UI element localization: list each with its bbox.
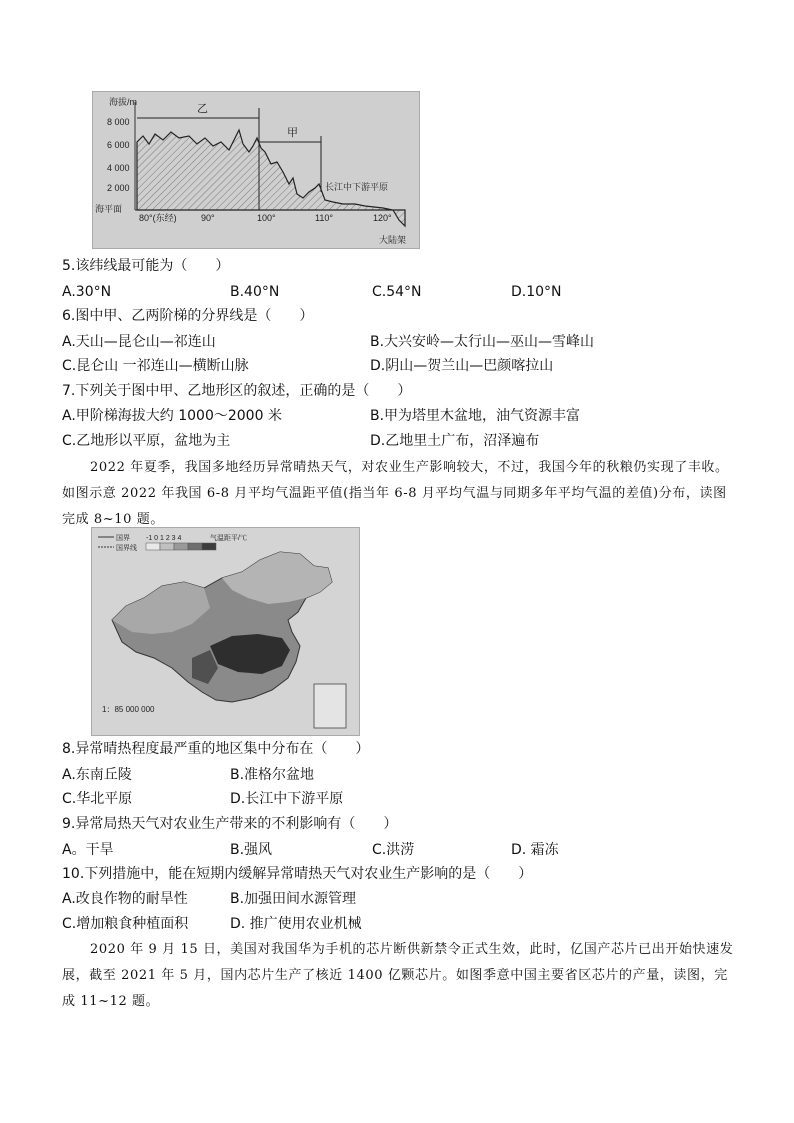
x-tick: 120° [373, 213, 392, 223]
q6-option-c[interactable]: C.昆仑山 一祁连山—横断山脉 [62, 358, 249, 374]
q9-option-c[interactable]: C.洪涝 [372, 842, 415, 858]
q6-option-b[interactable]: B.大兴安岭—太行山—巫山—雪峰山 [370, 334, 595, 350]
q8-option-c[interactable]: C.华北平原 [62, 791, 133, 807]
temperature-anomaly-map [91, 527, 360, 736]
x-tick: 100° [257, 213, 276, 223]
legend-line: 国界线 [116, 545, 137, 552]
question-5-stem: 5.该纬线最可能为（ ） [62, 258, 230, 274]
map-scale: 1：85 000 000 [102, 705, 155, 714]
legend-border: 国界 [116, 535, 130, 542]
question-9-stem: 9.异常局热天气对农业生产带来的不利影响有（ ） [62, 816, 398, 832]
label-jia: 甲 [287, 127, 298, 139]
q9-option-a[interactable]: A。干旱 [62, 842, 114, 858]
q8-option-a[interactable]: A.东南丘陵 [62, 767, 132, 783]
question-7-stem: 7.下列关于图中甲、乙地形区的叙述，正确的是（ ） [62, 383, 412, 399]
q10-option-c[interactable]: C.增加粮食种植面积 [62, 916, 189, 932]
map-svg [92, 528, 359, 735]
y-axis-title: 海拔/m [109, 97, 137, 107]
question-8-stem: 8.异常晴热程度最严重的地区集中分布在（ ） [62, 741, 370, 757]
x-tick: 90° [201, 213, 215, 223]
y-tick: 2 000 [107, 183, 130, 193]
y-tick: 6 000 [107, 140, 130, 150]
y-tick: 海平面 [95, 204, 123, 214]
q7-option-a[interactable]: A.甲阶梯海拔大约 1000～2000 米 [62, 408, 282, 424]
q6-option-d[interactable]: D.阴山—贺兰山—巴颜喀拉山 [370, 358, 554, 374]
label-yi: 乙 [197, 103, 208, 115]
y-tick: 8 000 [107, 117, 130, 127]
q10-option-a[interactable]: A.改良作物的耐旱性 [62, 891, 188, 907]
q8-option-d[interactable]: D.长江中下游平原 [230, 791, 344, 807]
passage-heat: 2022 年夏季，我国多地经历异常晴热天气，对农业生产影响较大，不过，我国今年的秋粮仍实现了丰收。如图示意 2022 年我国 6-8 月平均气温距平值(指当年 6-8 月平均气温与同期多年平均气温的差值)分布，读图完成 8~10 题。 [62, 460, 729, 527]
q7-option-c[interactable]: C.乙地形以平原，盆地为主 [62, 433, 231, 449]
passage-chips: 2020 年 9 月 15 日，美国对我国华为手机的芯片断供新禁令正式生效，此时，亿国产芯片已出开始快速发展，截至 2021 年 5 月，国内芯片生产了核近 1400 亿颗芯片。如图季意中国主要省区芯片的产量，读图，完成 11~12 题。 [62, 942, 734, 1009]
legend-scale-values: -1 0 1 2 3 4 [146, 535, 182, 542]
elevation-profile-figure [92, 91, 420, 249]
q5-option-b[interactable]: B.40°N [230, 284, 280, 300]
x-tick: 80°(东经) [139, 213, 177, 223]
legend-unit: 气温距平/℃ [210, 535, 247, 542]
question-10-stem: 10.下列措施中，能在短期内缓解异常晴热天气对农业生产影响的是（ ） [62, 866, 533, 882]
label-plain: 长江中下游平原 [325, 182, 389, 192]
q9-option-b[interactable]: B.强风 [230, 842, 273, 858]
terrain-profile [137, 130, 405, 226]
x-tick: 110° [315, 213, 333, 223]
q9-option-d[interactable]: D. 霜冻 [511, 842, 559, 858]
question-6-stem: 6.图中甲、乙两阶梯的分界线是（ ） [62, 308, 314, 324]
elevation-profile-svg [93, 92, 419, 248]
south-sea-inset [314, 684, 346, 728]
q8-option-b[interactable]: B.准格尔盆地 [230, 767, 315, 783]
y-tick: 4 000 [107, 163, 130, 173]
q5-option-a[interactable]: A.30°N [62, 284, 112, 300]
label-shelf: 大陆架 [379, 235, 407, 245]
q10-option-d[interactable]: D. 推广使用农业机械 [230, 916, 362, 932]
q6-option-a[interactable]: A.天山—昆仑山—祁连山 [62, 334, 216, 350]
q7-option-d[interactable]: D.乙地里土广布，沼泽遍布 [370, 433, 540, 449]
q10-option-b[interactable]: B.加强田间水源管理 [230, 891, 357, 907]
q5-option-c[interactable]: C.54°N [372, 284, 422, 300]
q7-option-b[interactable]: B.甲为塔里木盆地，油气资源丰富 [370, 408, 581, 424]
q5-option-d[interactable]: D.10°N [511, 284, 562, 300]
